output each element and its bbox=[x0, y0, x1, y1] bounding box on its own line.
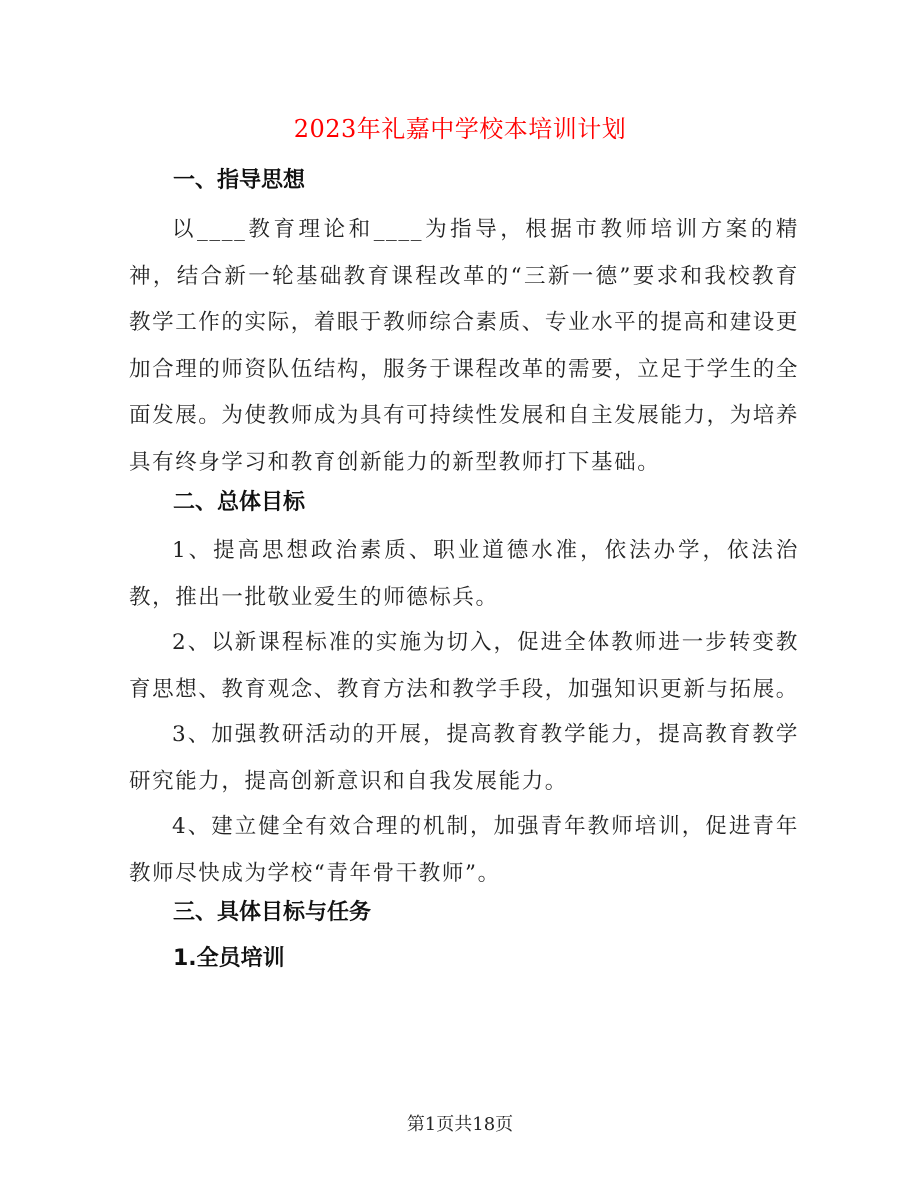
paragraph-goal-2: 2、以新课程标准的实施为切入，促进全体教师进一步转变教育思想、教育观念、教育方法和教学手段，加强知识更新与拓展。 bbox=[129, 630, 799, 702]
paragraph-goal-4: 4、建立健全有效合理的机制，加强青年教师培训，促进青年教师尽快成为学校“青年骨干教师”。 bbox=[129, 814, 799, 886]
subheading-full-staff-training: 1.全员培训 bbox=[173, 946, 285, 971]
section-heading-overall-goals: 二、总体目标 bbox=[173, 490, 306, 515]
section-heading-guiding-ideology: 一、指导思想 bbox=[173, 168, 306, 193]
document-title: 2023年礼嘉中学校本培训计划 bbox=[293, 115, 627, 143]
paragraph-guiding-ideology: 以____教育理论和____为指导，根据市教师培训方案的精神，结合新一轮基础教育课程改革的“三新一德”要求和我校教育教学工作的实际，着眼于教师综合素质、专业水平的提高和建设更加合理的师资队伍结构，服务于课程改革的需要，立足于学生的全面发展。为使教师成为具有可持续性发展和自主发展能力，为培养具有终身学习和教育创新能力的新型教师打下基础。 bbox=[129, 217, 799, 475]
section-heading-specific-goals: 三、具体目标与任务 bbox=[173, 900, 372, 925]
paragraph-goal-1: 1、提高思想政治素质、职业道德水准，依法办学，依法治教，推出一批敬业爱生的师德标兵。 bbox=[129, 538, 799, 610]
page-number-footer: 第1页共18页 bbox=[406, 1114, 514, 1135]
paragraph-goal-3: 3、加强教研活动的开展，提高教育教学能力，提高教育教学研究能力，提高创新意识和自我发展能力。 bbox=[129, 722, 799, 794]
